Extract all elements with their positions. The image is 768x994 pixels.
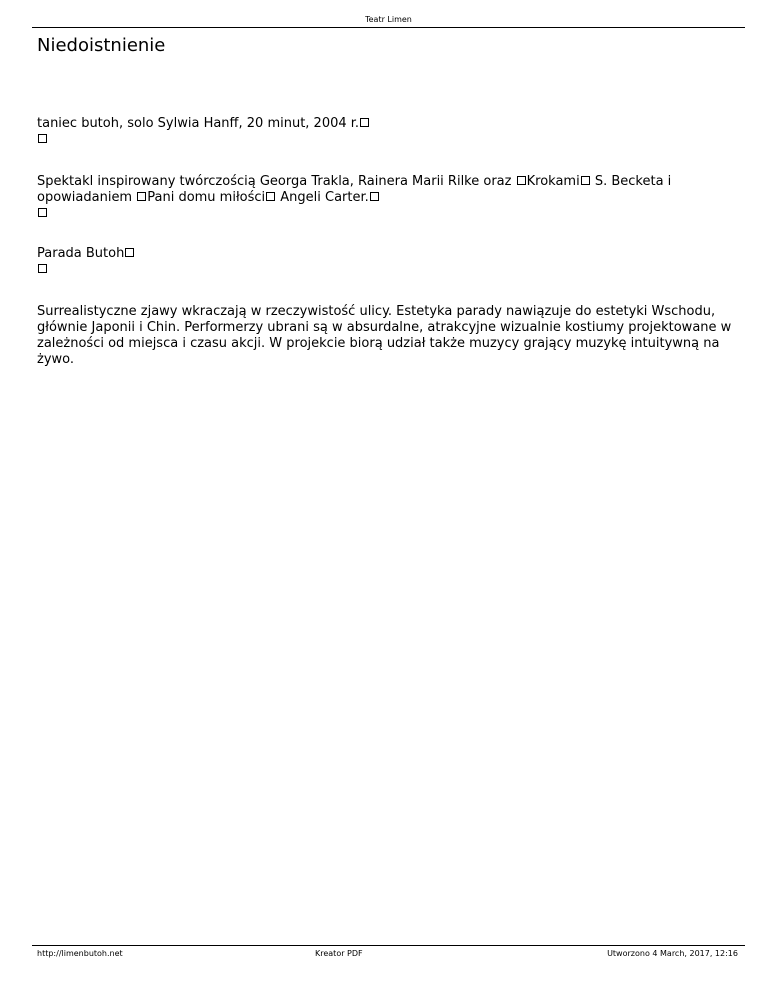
paragraph-performance-info (37, 116, 737, 148)
paragraph-parade-description: Surrealistyczne zjawy wkraczają w rzeczywistość ulicy. Estetyka parady nawiązuje do estetyki Wschodu, głównie Japonii i Chin. Performerzy ubrani są w absurdalne, atrakcyjne wizualnie kostiumy projektowane w zależności od miejsca i czasu akcji. W projekcie biorą udział także muzycy grający muzykę intuitywną na żywo. (37, 304, 732, 367)
description-text-1: Spektakl inspirowany twórczością Georga Trakla, Rainera Marii Rilke oraz (37, 174, 516, 189)
missing-glyph-box (137, 192, 146, 201)
description-text-2: Krokami (526, 174, 580, 189)
missing-glyph-box (125, 248, 134, 257)
footer-url: http://limenbutoh.net (37, 949, 123, 958)
paragraph-subheading (37, 246, 737, 278)
description-text-5: Angeli Carter. (276, 190, 369, 205)
footer-created-date: Utworzono 4 March, 2017, 12:16 (607, 949, 738, 958)
missing-glyph-box (38, 264, 47, 273)
missing-glyph-box (38, 208, 47, 217)
page-title: Niedoistnienie (37, 35, 166, 56)
missing-glyph-box (38, 134, 47, 143)
description-text-4: Pani domu miłości (147, 190, 266, 205)
missing-glyph-box (360, 118, 369, 127)
missing-glyph-box (370, 192, 379, 201)
page-header: Teatr Limen (365, 15, 412, 24)
paragraph-description (37, 174, 737, 222)
description-text-3: S. Becketa i opowiadaniem (37, 174, 672, 205)
missing-glyph-box (581, 176, 590, 185)
subheading-text: Parada Butoh (37, 246, 125, 261)
footer-divider (32, 945, 745, 946)
missing-glyph-box (266, 192, 275, 201)
footer-generator: Kreator PDF (315, 949, 363, 958)
missing-glyph-box (517, 176, 526, 185)
header-divider (32, 27, 745, 28)
performance-info-text: taniec butoh, solo Sylwia Hanff, 20 minut, 2004 r. (37, 116, 360, 131)
